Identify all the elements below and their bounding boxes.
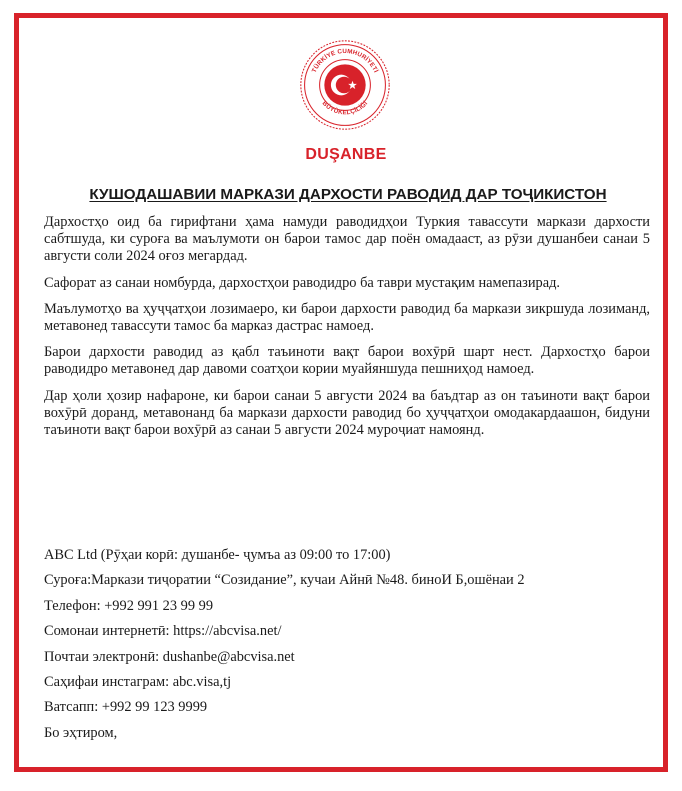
email: Почтаи электронӣ: dushanbe@abcvisa.net bbox=[44, 648, 295, 665]
whatsapp: Ватсапп: +992 99 123 9999 bbox=[44, 699, 208, 716]
paragraph-1: Дархостҳо оид ба гирифтани ҳама намуди раводидҳои Туркия тавассути маркази дархости сабтшуда, ки суроға ва маълумоти он барои тамос дар поён омадааст, аз рӯзи душанбеи санаи 5 августи соли 2024 оғоз мегардад. bbox=[44, 214, 650, 265]
paragraph-5: Дар ҳоли ҳозир нафароне, ки барои санаи 5 августи 2024 ва баъдтар аз он таъиноти вақт барои вохӯрӣ доранд, метавонанд ба маркази дархости раводид бо ҳуҷҷатҳои омодакардаашон, бидуни таъиноти вақт барои вохӯрӣ аз санаи 5 августи 2024 муроҷиат намоянд. bbox=[44, 387, 650, 439]
paragraph-4: Барои дархости раводид аз қабл таъиноти вақт барои вохӯрӣ шарт нест. Дархостҳо барои раводидро метавонед дар давоми соатҳои кории муайяншуда пешниҳод намоед. bbox=[44, 344, 650, 378]
address: Суроға:Маркази тиҷоратии “Созидание”, кучаи Айнӣ №48. биноИ Б,ошёнаи 2 bbox=[44, 572, 525, 589]
document-frame bbox=[14, 13, 668, 772]
seal-top-text: TÜRKİYE CUMHURİYETİ bbox=[310, 48, 380, 74]
phone: Телефон: +992 991 23 99 99 bbox=[44, 597, 214, 614]
city-label: DUŞANBE bbox=[305, 146, 387, 163]
seal-bottom-text: BÜYÜKELÇİLİĞİ bbox=[320, 100, 370, 117]
closing: Бо эҳтиром, bbox=[44, 724, 118, 741]
document-body bbox=[44, 214, 650, 448]
contact-block bbox=[44, 546, 660, 749]
document-title: КУШОДАШАВИИ МАРКАЗИ ДАРХОСТИ РАВОДИД ДАР ТОҶИКИСТОН bbox=[89, 186, 607, 203]
paragraph-3: Маълумотҳо ва ҳуҷҷатҳои лозимаеро, ки барои дархости раводид ба маркази зикршуда лозиманд, метавонед тавассути тамос ба марказ дастрас намоед. bbox=[44, 300, 650, 335]
company-hours: ABC Ltd (Рӯҳаи корӣ: душанбе- ҷумъа аз 09:00 то 17:00) bbox=[44, 547, 391, 563]
website: Сомонаи интернетӣ: https://abcvisa.net/ bbox=[44, 623, 282, 640]
instagram: Саҳифаи инстаграм: abc.visa,tj bbox=[44, 673, 232, 690]
embassy-seal-icon bbox=[298, 38, 392, 132]
paragraph-2: Сафорат аз санаи номбурда, дархостҳои раводидро ба таври мустақим намепазирад. bbox=[44, 274, 561, 291]
